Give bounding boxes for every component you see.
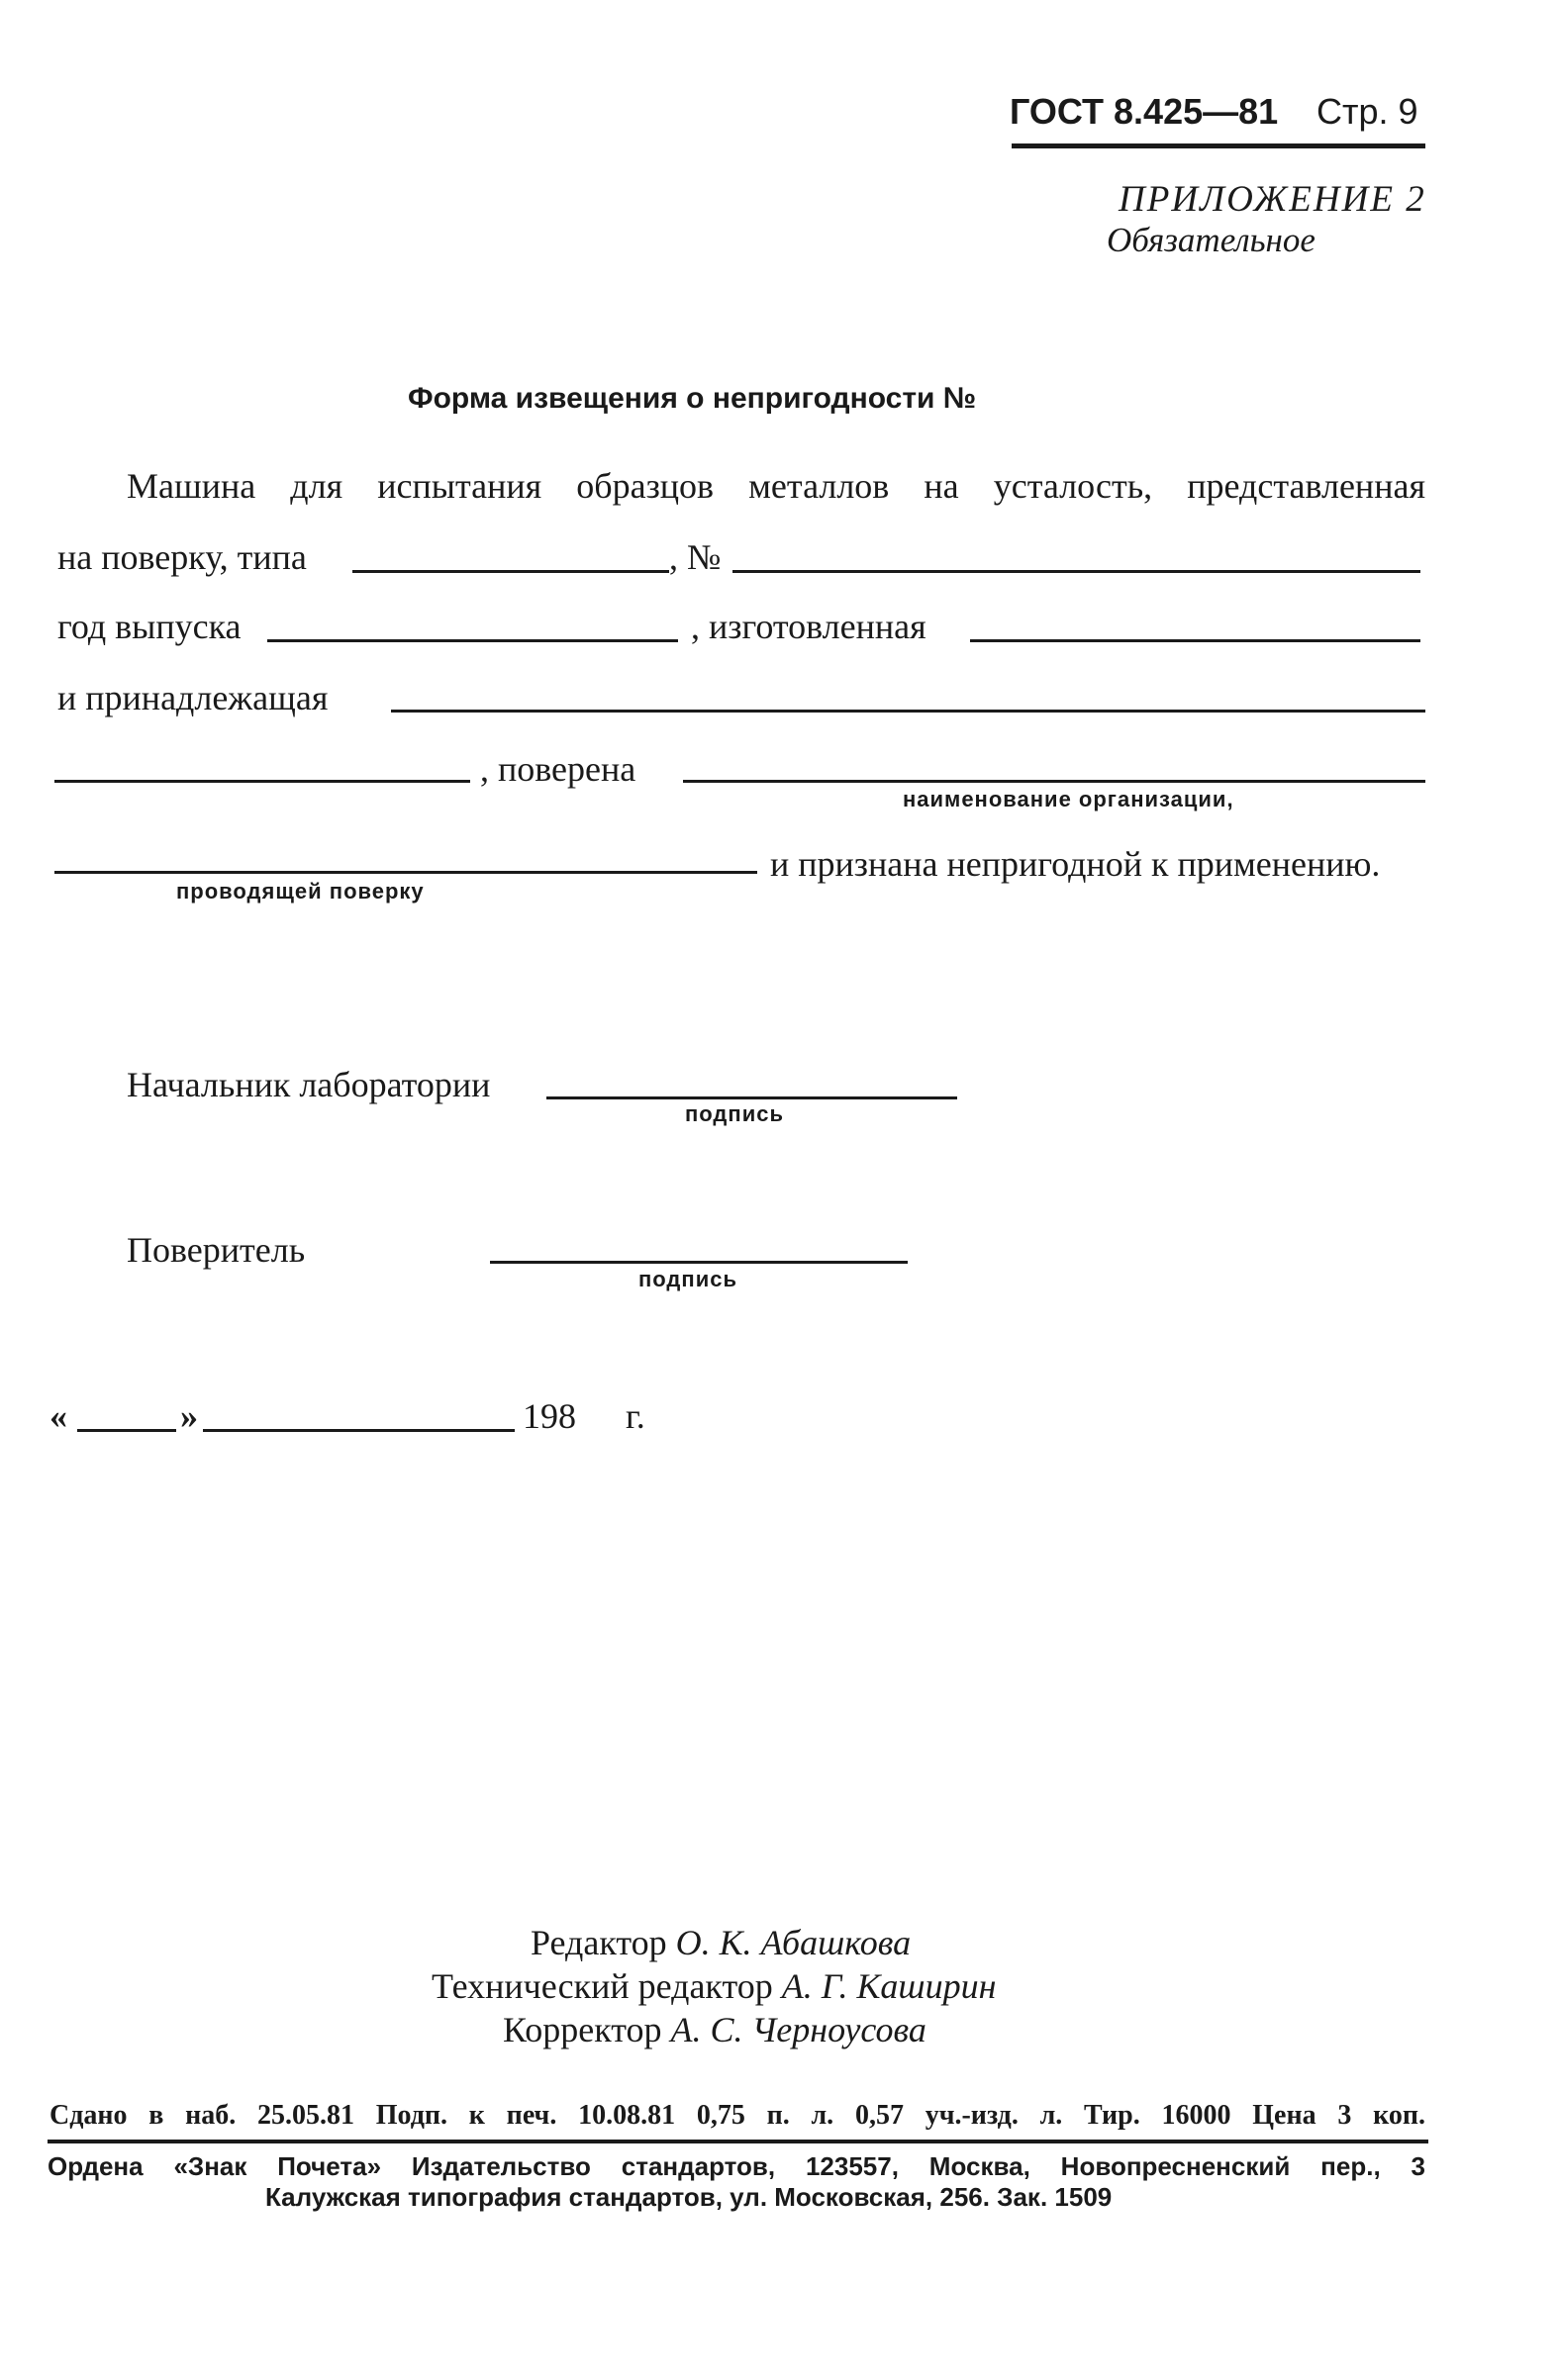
verifier-org-field[interactable]	[683, 780, 1425, 783]
imprint-line-1: Сдано в наб. 25.05.81 Подп. к печ. 10.08.81 0,75 п. л. 0,57 уч.-изд. л. Тир. 16000 Цена 3 коп.	[49, 2100, 1425, 2131]
form-line-6: и признана непригодной к применению.	[770, 844, 1381, 884]
date-year: 198	[523, 1396, 576, 1436]
header-rule	[1012, 143, 1425, 148]
form-line-1: Машина для испытания образцов металлов на усталость, представленная	[127, 466, 1425, 506]
date-open-quote: «	[49, 1396, 67, 1436]
imprint-line-3: Калужская типография стандартов, ул. Московская, 256. Зак. 1509	[265, 2182, 1113, 2212]
credit-tech-editor-role: Технический редактор	[432, 1966, 773, 2006]
credit-corrector-name: А. С. Черноусова	[670, 2010, 926, 2049]
verifier-org-field-continued[interactable]	[54, 871, 757, 874]
verifier-signature-caption: подпись	[638, 1267, 737, 1291]
imprint-rule	[48, 2140, 1428, 2143]
date-day-field[interactable]	[77, 1429, 176, 1432]
credit-editor-role: Редактор	[531, 1923, 667, 1962]
credit-editor	[531, 1922, 911, 1963]
date-close-quote: »	[180, 1396, 198, 1436]
credit-tech-editor	[432, 1965, 996, 2007]
header-gost: ГОСТ 8.425—81	[1010, 91, 1279, 132]
lab-head-signature-caption: подпись	[685, 1101, 784, 1126]
caption-organization: наименование организации,	[903, 787, 1234, 811]
date-year-suffix: г.	[626, 1396, 645, 1436]
form-line-2-label: на поверку, типа	[57, 537, 307, 577]
credit-tech-editor-name: А. Г. Каширин	[781, 1966, 997, 2006]
lab-head-signature-field[interactable]	[546, 1096, 957, 1099]
credit-corrector-role: Корректор	[503, 2010, 662, 2049]
appendix-title: ПРИЛОЖЕНИЕ 2	[1119, 179, 1426, 220]
form-line-2-number-label: , №	[669, 537, 722, 577]
lab-head-label: Начальник лаборатории	[127, 1065, 491, 1104]
form-title: Форма извещения о непригодности №	[408, 382, 977, 415]
form-line-3-manufacturer-label: , изготовленная	[691, 607, 926, 646]
form-line-4-label: и принадлежащая	[57, 678, 329, 717]
form-line-5-label: , поверена	[480, 749, 636, 789]
date-month-field[interactable]	[203, 1429, 515, 1432]
owner-field[interactable]	[391, 710, 1425, 713]
year-field[interactable]	[267, 639, 678, 642]
number-field[interactable]	[732, 570, 1420, 573]
verifier-label: Поверитель	[127, 1230, 306, 1270]
appendix-status: Обязательное	[1107, 221, 1315, 259]
verifier-signature-field[interactable]	[490, 1261, 908, 1264]
credit-editor-name: О. К. Абашкова	[675, 1923, 912, 1962]
imprint-line-2: Ордена «Знак Почета» Издательство стандартов, 123557, Москва, Новопресненский пер., 3	[48, 2151, 1425, 2181]
owner-field-continued[interactable]	[54, 780, 470, 783]
credit-corrector	[503, 2009, 926, 2050]
header-page-number: Стр. 9	[1316, 91, 1418, 132]
form-line-3-label: год выпуска	[57, 607, 242, 646]
type-field[interactable]	[352, 570, 669, 573]
caption-verification: проводящей поверку	[176, 879, 425, 904]
manufacturer-field[interactable]	[970, 639, 1420, 642]
